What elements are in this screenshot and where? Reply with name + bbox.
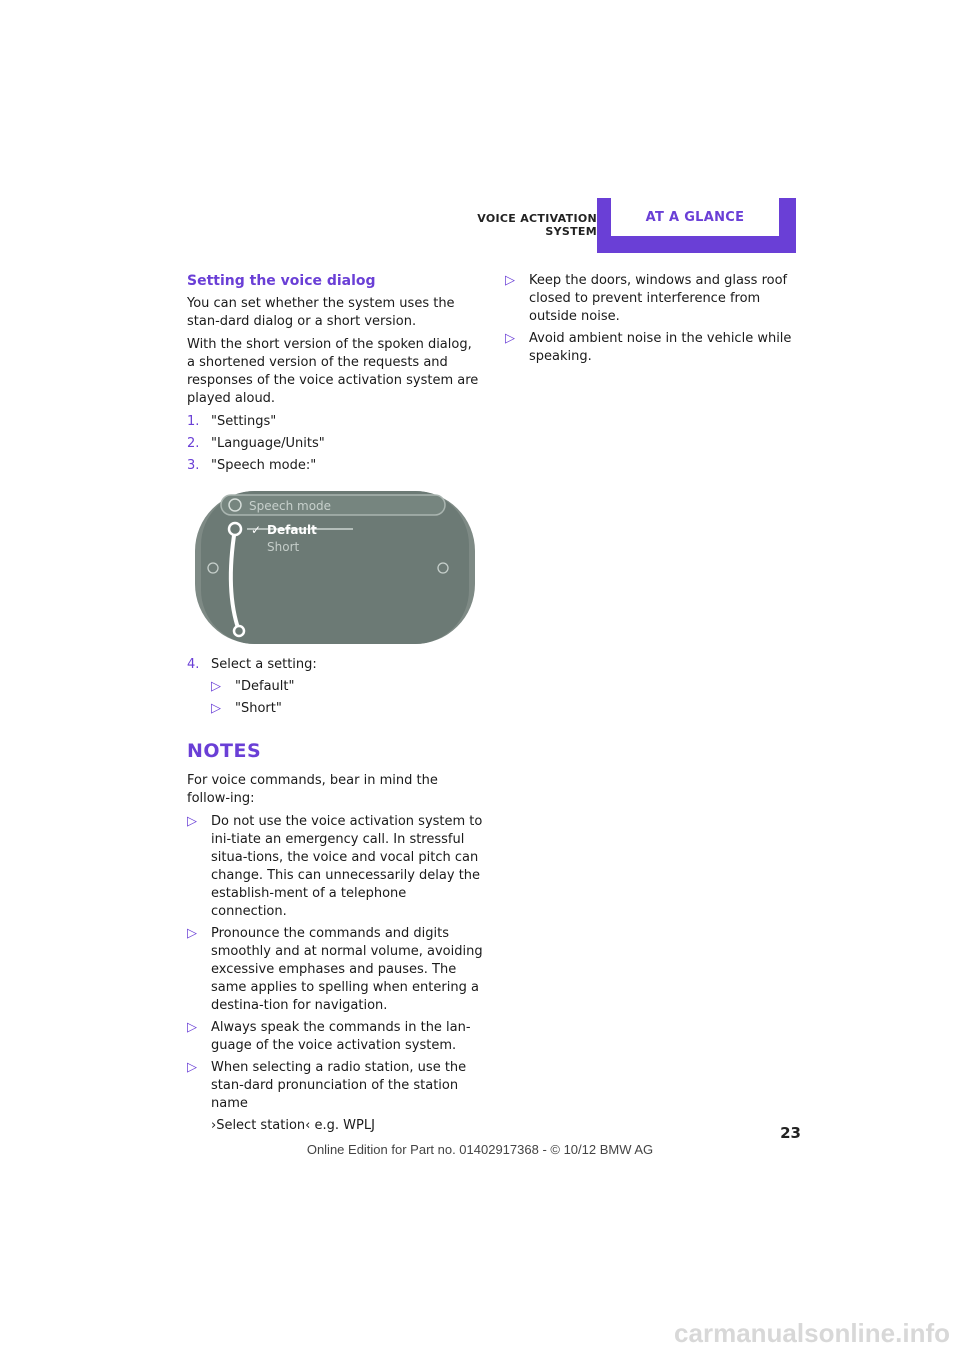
footer: Online Edition for Part no. 01402917368 - © 10/12 BMW AG <box>306 1142 654 1157</box>
right-column <box>505 272 801 370</box>
option-item <box>211 678 483 696</box>
note-item <box>187 1059 483 1113</box>
step-number: 1. <box>187 414 200 429</box>
step-4 <box>187 656 483 674</box>
bullet-icon: ▷ <box>505 273 515 288</box>
watermark: carmanualsonline.info <box>674 1318 950 1348</box>
bullet-icon: ▷ <box>187 814 197 829</box>
chapter-tab-label: AT A GLANCE <box>611 198 779 236</box>
note-text: When selecting a radio station, use the stan-dard pronunciation of the station name <box>211 1060 467 1111</box>
short-version-paragraph: With the short version of the spoken dialog, a shortened version of the requests and responses of the voice activation system are played aloud. <box>187 337 479 406</box>
note-text: Keep the doors, windows and glass roof closed to prevent interference from outside noise. <box>529 273 788 324</box>
step-text: "Speech mode:" <box>211 458 317 473</box>
bullet-icon: ▷ <box>505 331 515 346</box>
check-icon: ✓ <box>251 523 262 537</box>
note-item <box>505 272 801 326</box>
note-item <box>187 1019 483 1055</box>
note-item <box>505 330 801 366</box>
step-2 <box>187 435 483 453</box>
bullet-icon: ▷ <box>187 926 197 941</box>
speech-mode-screen <box>187 491 479 644</box>
section-title: VOICE ACTIVATION SYSTEM <box>477 212 597 238</box>
page-number: 23 <box>780 1124 801 1142</box>
option-default: Default <box>267 523 317 537</box>
step-1 <box>187 413 483 431</box>
note-text: Always speak the commands in the lan-guage of the voice activation system. <box>211 1020 471 1053</box>
bullet-icon: ▷ <box>211 701 221 716</box>
option-item <box>211 700 483 718</box>
bullet-icon: ▷ <box>187 1060 197 1075</box>
bullet-icon: ▷ <box>187 1020 197 1035</box>
step-number: 3. <box>187 458 200 473</box>
option-text: "Default" <box>235 679 295 694</box>
bullet-icon: ▷ <box>211 679 221 694</box>
step-number: 4. <box>187 657 200 672</box>
intro-paragraph: You can set whether the system uses the stan-dard dialog or a short version. <box>187 296 455 329</box>
chapter-tab <box>597 198 796 253</box>
screen-title: Speech mode <box>249 499 332 513</box>
note-text: Do not use the voice activation system to ini-tiate an emergency call. In stressful situa-tions, the voice and vocal pitch can change. This can unnecessarily delay the establish-ment of a telephone connection. <box>211 814 483 919</box>
setting-voice-dialog-heading: Setting the voice dialog <box>187 273 376 289</box>
option-short: Short <box>267 540 300 554</box>
note-item <box>187 813 483 921</box>
note-text: Pronounce the commands and digits smoothly and at normal volume, avoiding excessive emphases and pauses. The same applies to spelling when entering a destina-tion for navigation. <box>211 926 483 1013</box>
step-text: "Language/Units" <box>211 436 325 451</box>
note-item <box>187 925 483 1015</box>
step-number: 2. <box>187 436 200 451</box>
step-3 <box>187 457 483 475</box>
option-text: "Short" <box>235 701 282 716</box>
step-text: Select a setting: <box>211 657 317 672</box>
step-text: "Settings" <box>211 414 277 429</box>
note-text: Avoid ambient noise in the vehicle while speaking. <box>529 331 792 364</box>
notes-heading: NOTES <box>187 740 262 762</box>
command-example: ›Select station‹ e.g. WPLJ <box>211 1118 375 1133</box>
notes-intro: For voice commands, bear in mind the follow-ing: <box>187 773 438 806</box>
left-column <box>187 272 483 1135</box>
